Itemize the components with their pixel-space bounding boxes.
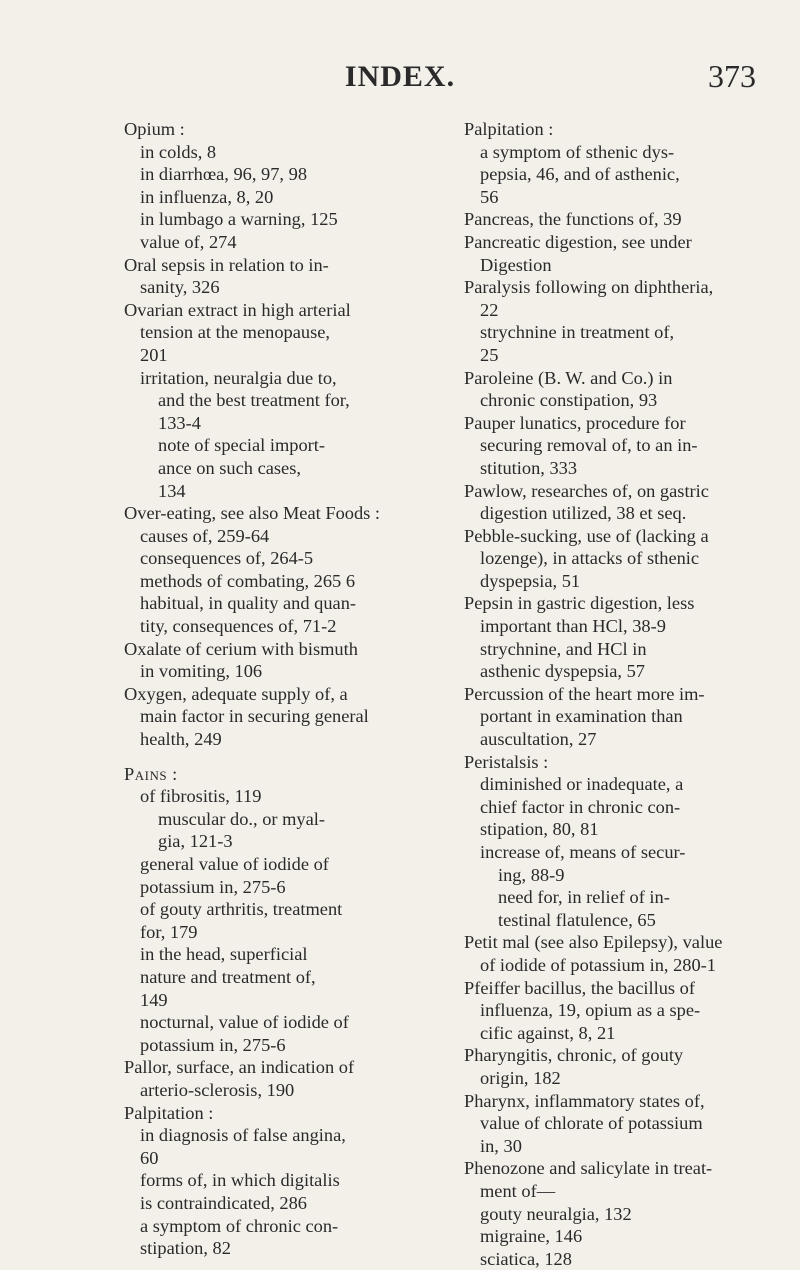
index-subentry: in colds, 8 bbox=[140, 141, 217, 162]
index-subentry: potassium in, 275-6 bbox=[140, 1034, 286, 1055]
index-entry: Pepsin in gastric digestion, less bbox=[464, 593, 695, 614]
index-subentry: stitution, 333 bbox=[480, 457, 578, 478]
section-gap bbox=[124, 751, 446, 763]
index-subentry: in, 30 bbox=[480, 1135, 522, 1156]
index-subentry: pepsia, 46, and of asthenic, bbox=[480, 164, 680, 185]
index-subentry: causes of, 259-64 bbox=[140, 525, 270, 546]
index-subentry: 149 bbox=[140, 989, 168, 1010]
index-entry: Ovarian extract in high arterial bbox=[124, 299, 351, 320]
index-subentry: in influenza, 8, 20 bbox=[140, 186, 274, 207]
index-entry: Pallor, surface, an indication of bbox=[124, 1057, 355, 1078]
index-subentry: diminished or inadequate, a bbox=[480, 774, 684, 795]
index-subentry: consequences of, 264-5 bbox=[140, 548, 314, 569]
index-subentry: muscular do., or myal- bbox=[158, 808, 326, 829]
index-entry: Opium : bbox=[124, 119, 185, 139]
index-subentry: stipation, 80, 81 bbox=[480, 819, 599, 840]
index-entry: Pharynx, inflammatory states of, bbox=[464, 1090, 705, 1111]
index-subentry: asthenic dyspepsia, 57 bbox=[480, 661, 645, 682]
index-subentry: securing removal of, to an in- bbox=[480, 435, 698, 456]
index-subentry: strychnine in treatment of, bbox=[480, 322, 675, 343]
index-subentry: in vomiting, 106 bbox=[140, 661, 263, 682]
index-subentry: arterio-sclerosis, 190 bbox=[140, 1079, 295, 1100]
index-subentry: cific against, 8, 21 bbox=[480, 1022, 616, 1043]
index-subentry: in diagnosis of false angina, bbox=[140, 1125, 346, 1146]
index-subentry: need for, in relief of in- bbox=[498, 887, 670, 908]
left-index-column bbox=[124, 118, 446, 1260]
index-subentry: migraine, 146 bbox=[480, 1226, 583, 1247]
index-subentry: gouty neuralgia, 132 bbox=[480, 1203, 632, 1224]
index-subentry: of fibrositis, 119 bbox=[140, 786, 262, 807]
index-entry: Paralysis following on diphtheria, bbox=[464, 277, 714, 298]
index-subentry: in diarrhœa, 96, 97, 98 bbox=[140, 164, 308, 185]
index-entry: Pawlow, researches of, on gastric bbox=[464, 480, 709, 501]
index-subentry: note of special import- bbox=[158, 435, 325, 456]
index-subentry: ance on such cases, bbox=[158, 457, 301, 478]
index-entry: Pfeiffer bacillus, the bacillus of bbox=[464, 977, 696, 998]
index-subentry: strychnine, and HCl in bbox=[480, 638, 647, 659]
page-number: 373 bbox=[708, 58, 756, 94]
index-entry: Peristalsis : bbox=[464, 751, 549, 772]
index-subentry: ing, 88-9 bbox=[498, 864, 565, 885]
index-subentry: influenza, 19, opium as a spe- bbox=[480, 1000, 701, 1021]
index-subentry: tity, consequences of, 71-2 bbox=[140, 616, 337, 637]
index-subentry: 133-4 bbox=[158, 412, 201, 433]
index-subentry: 60 bbox=[140, 1147, 159, 1168]
index-entry: Paroleine (B. W. and Co.) in bbox=[464, 367, 673, 388]
index-entry: Percussion of the heart more im- bbox=[464, 683, 705, 704]
index-subentry: 25 bbox=[480, 344, 499, 365]
index-subentry: ment of— bbox=[480, 1180, 556, 1201]
index-entry: Petit mal (see also Epilepsy), value bbox=[464, 932, 723, 953]
index-entry: Pauper lunatics, procedure for bbox=[464, 412, 686, 433]
index-subentry: a symptom of sthenic dys- bbox=[480, 141, 675, 162]
index-subentry: health, 249 bbox=[140, 729, 222, 750]
index-entry: Oral sepsis in relation to in- bbox=[124, 254, 329, 275]
index-entry: Pancreas, the functions of, 39 bbox=[464, 209, 682, 230]
index-subentry: general value of iodide of bbox=[140, 854, 329, 874]
index-subentry: sciatica, 128 bbox=[480, 1248, 572, 1269]
index-subentry: in the head, superficial bbox=[140, 944, 308, 965]
index-entry: Pebble-sucking, use of (lacking a bbox=[464, 525, 709, 546]
index-subentry: testinal flatulence, 65 bbox=[498, 909, 656, 930]
index-subentry: Digestion bbox=[480, 254, 552, 275]
index-subentry: of gouty arthritis, treatment bbox=[140, 899, 343, 920]
index-subentry: stipation, 82 bbox=[140, 1238, 231, 1259]
index-subentry: main factor in securing general bbox=[140, 706, 369, 727]
index-subentry: and the best treatment for, bbox=[158, 390, 350, 411]
index-subentry: methods of combating, 265 6 bbox=[140, 570, 356, 591]
index-entry: Pancreatic digestion, see under bbox=[464, 231, 692, 252]
index-subentry: important than HCl, 38-9 bbox=[480, 616, 666, 637]
index-subentry: potassium in, 275-6 bbox=[140, 876, 286, 897]
index-subentry: habitual, in quality and quan- bbox=[140, 593, 357, 614]
page-title: INDEX. bbox=[344, 60, 456, 93]
index-subentry: forms of, in which digitalis bbox=[140, 1170, 340, 1191]
right-index-column bbox=[464, 118, 786, 1270]
index-entry: Palpitation : bbox=[464, 119, 554, 139]
index-subentry: 22 bbox=[480, 299, 499, 320]
index-entry: Oxalate of cerium with bismuth bbox=[124, 638, 358, 659]
index-subentry: is contraindicated, 286 bbox=[140, 1192, 307, 1213]
index-entry: Phenozone and salicylate in treat- bbox=[464, 1158, 713, 1179]
index-entry: Palpitation : bbox=[124, 1102, 214, 1123]
index-subentry: nature and treatment of, bbox=[140, 966, 316, 987]
index-subentry: portant in examination than bbox=[480, 706, 683, 727]
index-subentry: gia, 121-3 bbox=[158, 831, 233, 852]
index-subentry: value of chlorate of potassium bbox=[480, 1113, 703, 1134]
index-subentry: irritation, neuralgia due to, bbox=[140, 367, 337, 388]
index-subentry: in lumbago a warning, 125 bbox=[140, 209, 338, 230]
index-subentry: 56 bbox=[480, 186, 499, 207]
index-subentry: lozenge), in attacks of sthenic bbox=[480, 548, 700, 569]
index-entry: Oxygen, adequate supply of, a bbox=[124, 683, 348, 704]
index-entry: Over-eating, see also Meat Foods : bbox=[124, 503, 381, 524]
index-subentry: auscultation, 27 bbox=[480, 729, 597, 750]
index-subentry: origin, 182 bbox=[480, 1067, 561, 1088]
index-subentry: sanity, 326 bbox=[140, 277, 220, 298]
index-subentry: chief factor in chronic con- bbox=[480, 796, 681, 817]
index-subentry: for, 179 bbox=[140, 921, 198, 942]
index-subentry: increase of, means of secur- bbox=[480, 842, 686, 862]
index-subentry: tension at the menopause, bbox=[140, 322, 330, 343]
index-subentry: chronic constipation, 93 bbox=[480, 390, 658, 411]
index-subentry: 134 bbox=[158, 480, 186, 501]
index-subentry: nocturnal, value of iodide of bbox=[140, 1012, 349, 1033]
index-subentry: of iodide of potassium in, 280-1 bbox=[480, 954, 716, 975]
index-entry: Pharyngitis, chronic, of gouty bbox=[464, 1045, 684, 1066]
index-subentry: value of, 274 bbox=[140, 231, 237, 252]
index-entry: Pains : bbox=[124, 763, 178, 784]
index-subentry: digestion utilized, 38 et seq. bbox=[480, 503, 687, 524]
index-subentry: a symptom of chronic con- bbox=[140, 1215, 339, 1236]
index-subentry: 201 bbox=[140, 344, 168, 365]
index-subentry: dyspepsia, 51 bbox=[480, 570, 581, 591]
